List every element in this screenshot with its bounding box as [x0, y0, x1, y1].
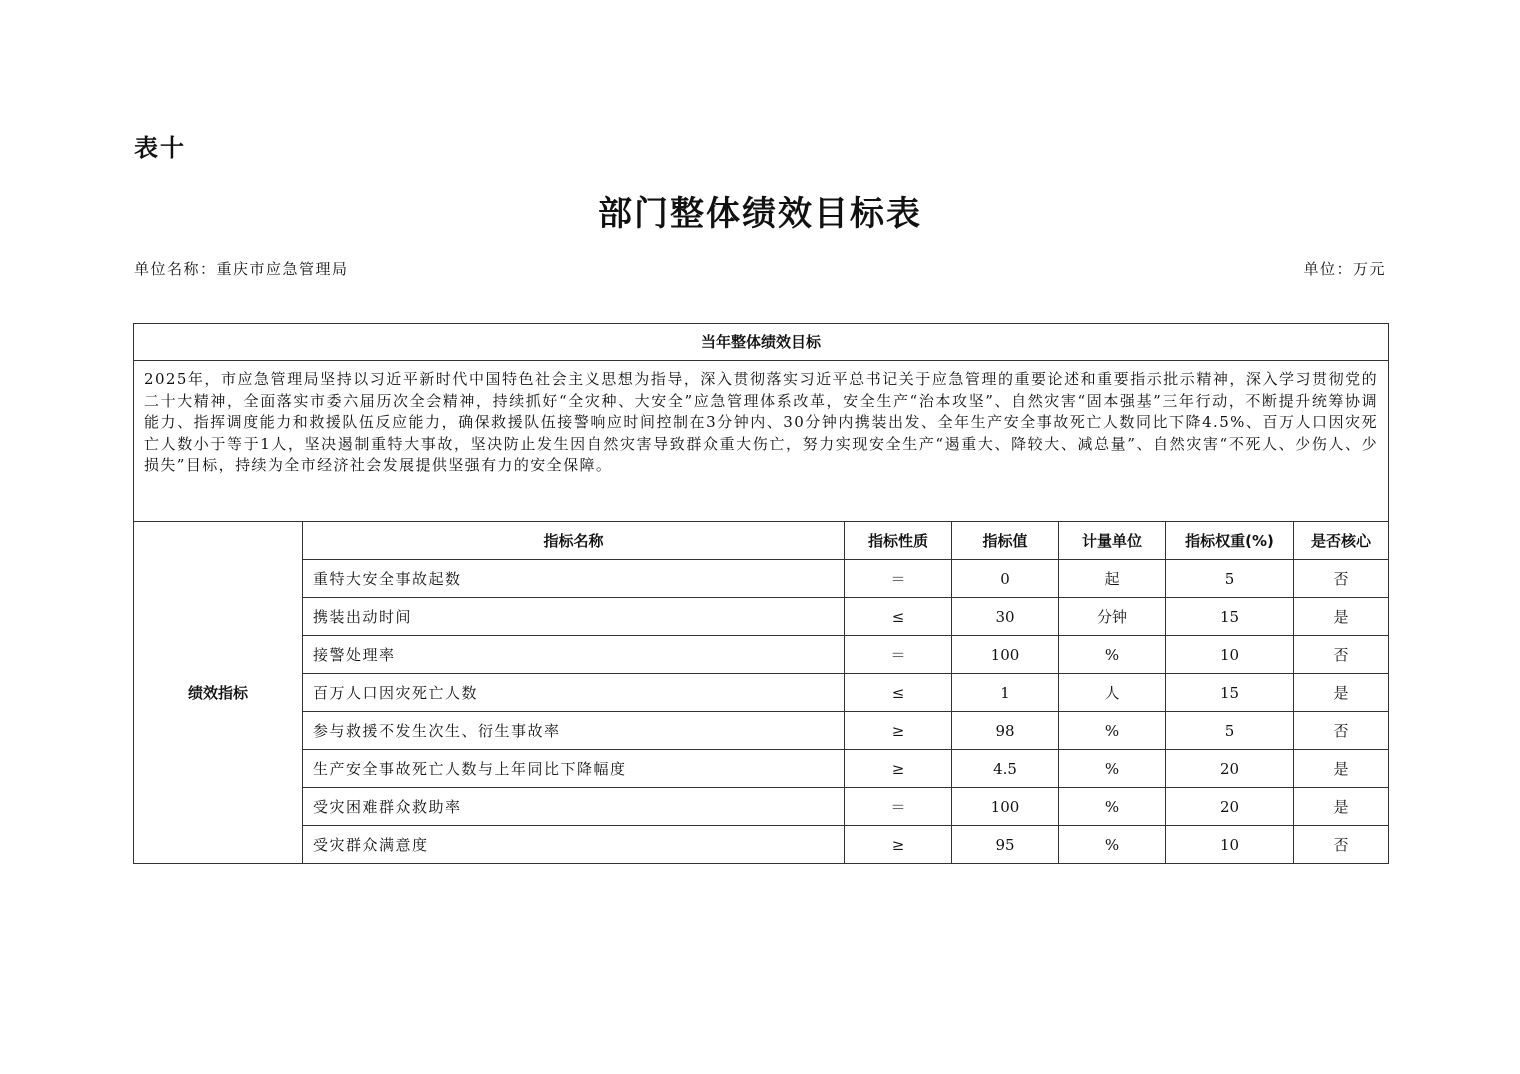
indicator-name: 受灾群众满意度 — [303, 826, 845, 864]
indicator-unit: 分钟 — [1059, 598, 1166, 636]
indicator-name: 参与救援不发生次生、衍生事故率 — [303, 712, 845, 750]
indicator-weight: 5 — [1166, 560, 1294, 598]
indicator-name: 百万人口因灾死亡人数 — [303, 674, 845, 712]
col-header-core: 是否核心 — [1294, 522, 1389, 560]
indicators-section-label: 绩效指标 — [134, 522, 303, 864]
table-row — [134, 750, 1389, 788]
table-row — [134, 598, 1389, 636]
performance-goal-table — [133, 323, 1389, 864]
indicator-core: 是 — [1294, 788, 1389, 826]
table-row — [134, 826, 1389, 864]
table-number: 表十 — [134, 134, 186, 162]
indicator-value: 98 — [952, 712, 1059, 750]
indicator-name: 携装出动时间 — [303, 598, 845, 636]
indicator-value: 30 — [952, 598, 1059, 636]
goal-description: 2025年，市应急管理局坚持以习近平新时代中国特色社会主义思想为指导，深入贯彻落实习近平总书记关于应急管理的重要论述和重要指示批示精神，深入学习贯彻党的二十大精神，全面落实市委六届历次全会精神，持续抓好“全灾种、大安全”应急管理体系改革，安全生产“治本攻坚”、自然灾害“固本强基”三年行动，不断提升统筹协调能力、指挥调度能力和救援队伍反应能力，确保救援队伍接警响应时间控制在3分钟内、30分钟内携装出发、全年生产安全事故死亡人数同比下降4.5%、百万人口因灾死亡人数小于等于1人，坚决遏制重特大事故，坚决防止发生因自然灾害导致群众重大伤亡，努力实现安全生产“遏重大、降较大、减总量”、自然灾害“不死人、少伤人、少损失”目标，持续为全市经济社会发展提供坚强有力的安全保障。 — [134, 361, 1389, 522]
indicator-nature: ＝ — [845, 560, 952, 598]
indicator-unit: % — [1059, 826, 1166, 864]
table-row — [134, 788, 1389, 826]
goal-heading-row — [134, 324, 1389, 361]
indicator-core: 否 — [1294, 636, 1389, 674]
col-header-weight: 指标权重(%) — [1166, 522, 1294, 560]
table-row — [134, 636, 1389, 674]
indicator-core: 是 — [1294, 750, 1389, 788]
document-title: 部门整体绩效目标表 — [598, 194, 922, 234]
indicator-nature: ≥ — [845, 826, 952, 864]
indicator-value: 100 — [952, 788, 1059, 826]
col-header-unit: 计量单位 — [1059, 522, 1166, 560]
indicator-value: 95 — [952, 826, 1059, 864]
indicator-name: 受灾困难群众救助率 — [303, 788, 845, 826]
unit-name-label: 单位名称：重庆市应急管理局 — [134, 260, 349, 278]
indicator-nature: ≥ — [845, 750, 952, 788]
indicator-weight: 20 — [1166, 750, 1294, 788]
goal-heading: 当年整体绩效目标 — [134, 324, 1389, 361]
indicator-weight: 5 — [1166, 712, 1294, 750]
indicator-nature: ≤ — [845, 598, 952, 636]
indicator-weight: 20 — [1166, 788, 1294, 826]
indicator-unit: % — [1059, 788, 1166, 826]
indicator-core: 否 — [1294, 712, 1389, 750]
indicator-core: 是 — [1294, 674, 1389, 712]
indicator-unit: % — [1059, 712, 1166, 750]
indicator-weight: 10 — [1166, 636, 1294, 674]
indicator-name: 接警处理率 — [303, 636, 845, 674]
indicator-unit: % — [1059, 750, 1166, 788]
indicator-core: 否 — [1294, 560, 1389, 598]
indicator-name: 重特大安全事故起数 — [303, 560, 845, 598]
currency-unit-label: 单位：万元 — [1303, 260, 1386, 278]
table-row — [134, 674, 1389, 712]
indicator-value: 4.5 — [952, 750, 1059, 788]
indicator-nature: ≤ — [845, 674, 952, 712]
indicator-nature: ≥ — [845, 712, 952, 750]
indicator-unit: 起 — [1059, 560, 1166, 598]
indicator-unit: 人 — [1059, 674, 1166, 712]
indicator-weight: 10 — [1166, 826, 1294, 864]
indicator-unit: % — [1059, 636, 1166, 674]
indicator-nature: ＝ — [845, 636, 952, 674]
indicator-weight: 15 — [1166, 674, 1294, 712]
goal-text-row — [134, 361, 1389, 522]
indicator-core: 是 — [1294, 598, 1389, 636]
indicator-name: 生产安全事故死亡人数与上年同比下降幅度 — [303, 750, 845, 788]
indicator-value: 1 — [952, 674, 1059, 712]
indicator-core: 否 — [1294, 826, 1389, 864]
indicator-header-row — [134, 522, 1389, 560]
indicator-value: 0 — [952, 560, 1059, 598]
col-header-name: 指标名称 — [303, 522, 845, 560]
table-row — [134, 712, 1389, 750]
col-header-nature: 指标性质 — [845, 522, 952, 560]
indicator-nature: ＝ — [845, 788, 952, 826]
table-row — [134, 560, 1389, 598]
indicator-value: 100 — [952, 636, 1059, 674]
indicator-weight: 15 — [1166, 598, 1294, 636]
col-header-value: 指标值 — [952, 522, 1059, 560]
